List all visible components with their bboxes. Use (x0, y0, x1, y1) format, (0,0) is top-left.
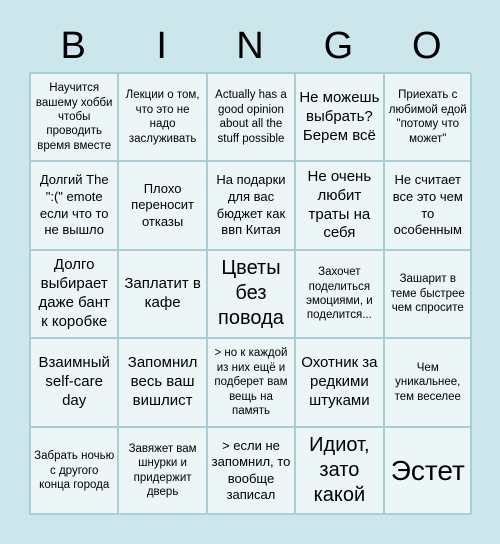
bingo-cell[interactable]: Забрать ночью с другого конца города (30, 427, 118, 515)
bingo-cell[interactable]: Научится вашему хобби чтобы проводить время вместе (30, 73, 118, 161)
bingo-cell[interactable]: Долго выбирает даже бант к коробке (30, 250, 118, 338)
bingo-cell[interactable]: Не можешь выбрать? Берем всё (295, 73, 383, 161)
bingo-cell[interactable]: > но к каждой из них ещё и подберет вам вещь на память (207, 338, 295, 426)
header-letter-o: O (412, 25, 442, 67)
bingo-header (29, 20, 471, 72)
bingo-cell[interactable]: На подарки для вас бюджет как ввп Китая (207, 161, 295, 249)
header-letter-n: N (236, 25, 264, 67)
bingo-cell[interactable]: Плохо переносит отказы (118, 161, 206, 249)
bingo-cell[interactable]: Не очень любит траты на себя (295, 161, 383, 249)
bingo-cell[interactable]: Лекции о том, что это не надо заслуживать (118, 73, 206, 161)
bingo-cell[interactable]: Охотник за редкими штуками (295, 338, 383, 426)
bingo-cell[interactable]: Идиот, зато какой (295, 427, 383, 515)
header-letter-b: B (60, 25, 86, 67)
bingo-cell[interactable]: Эстет (384, 427, 472, 515)
bingo-cell[interactable]: Приехать с любимой едой "потому что может" (384, 73, 472, 161)
bingo-cell[interactable]: Чем уникальнее, тем веселее (384, 338, 472, 426)
bingo-cell[interactable]: > если не запомнил, то вообще записал (207, 427, 295, 515)
bingo-grid (29, 72, 471, 514)
bingo-cell[interactable]: Зашарит в теме быстрее чем спросите (384, 250, 472, 338)
header-letter-i: I (156, 25, 167, 67)
header-letter-g: G (323, 25, 354, 67)
bingo-cell[interactable]: Actually has a good opinion about all the stuff possible (207, 73, 295, 161)
bingo-cell[interactable]: Запомнил весь ваш вишлист (118, 338, 206, 426)
bingo-cell[interactable]: Не считает все это чем то особенным (384, 161, 472, 249)
bingo-cell[interactable]: Захочет поделиться эмоциями, и поделится... (295, 250, 383, 338)
bingo-cell[interactable]: Завяжет вам шнурки и придержит дверь (118, 427, 206, 515)
bingo-cell[interactable]: Заплатит в кафе (118, 250, 206, 338)
bingo-cell[interactable]: Цветы без повода (207, 250, 295, 338)
bingo-cell[interactable]: Взаимный self-care day (30, 338, 118, 426)
bingo-cell[interactable]: Долгий The ":(" emote если что то не вышло (30, 161, 118, 249)
